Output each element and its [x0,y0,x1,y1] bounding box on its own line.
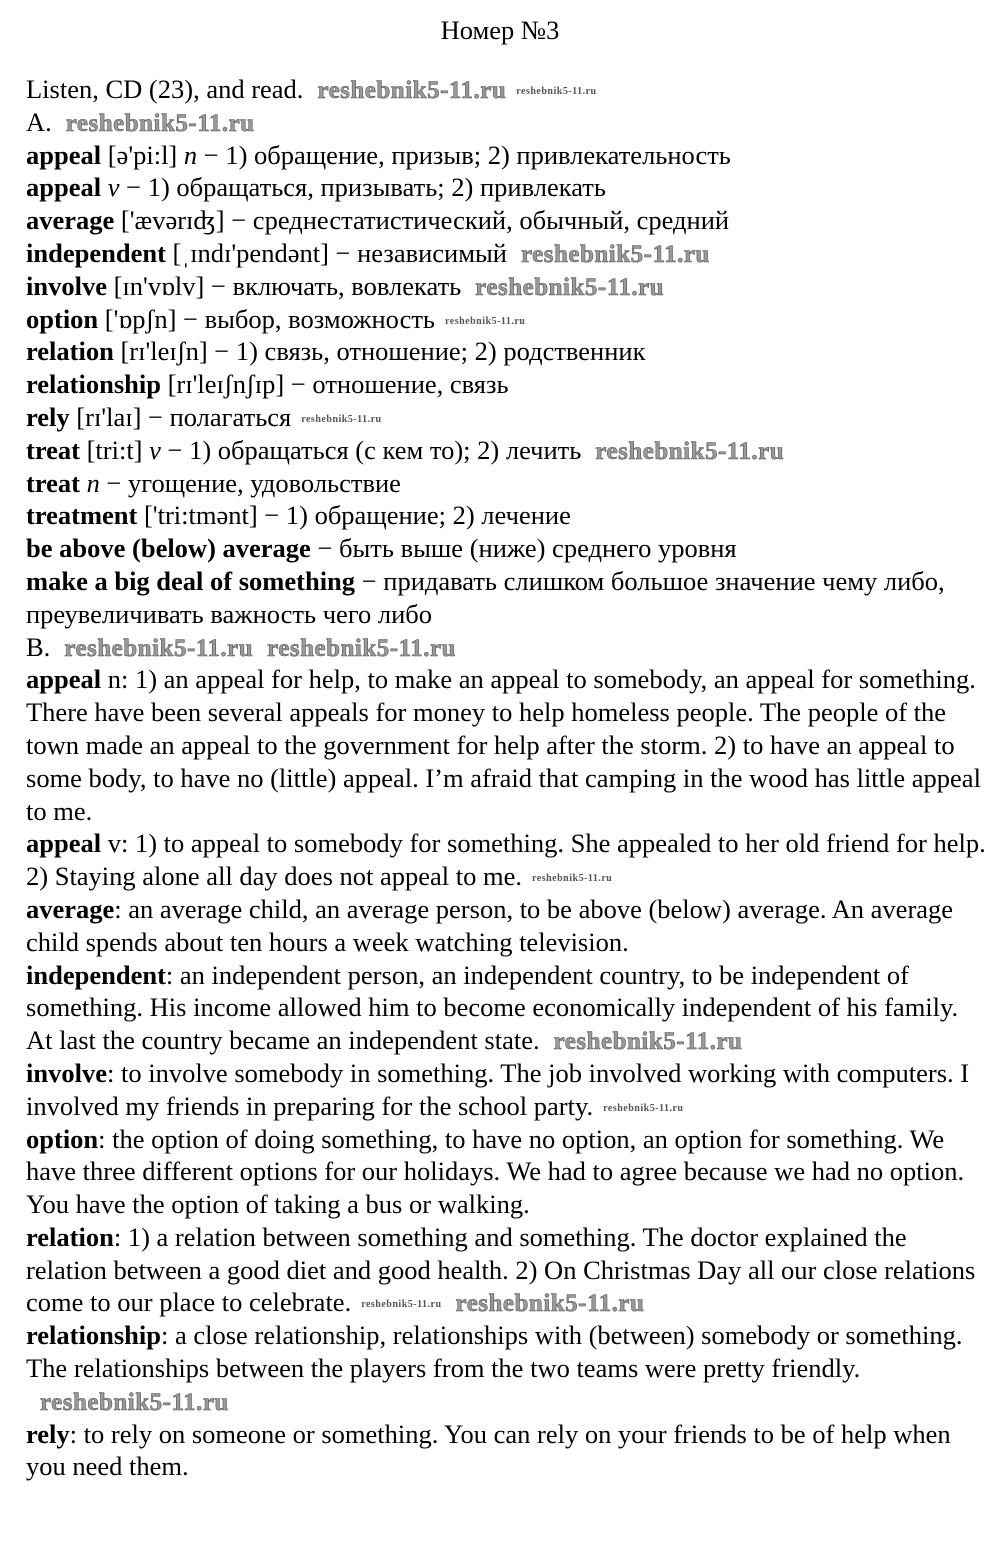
entry-transcription: [ɪn'vɒlv] [106,270,205,301]
entry-translation: − 1) связь, отношение; 2) родственник [207,336,646,367]
vocab-entry [26,335,986,368]
watermark-logo: reshebnik5-11.ru [532,873,613,885]
entry-examples: : the option of doing something, to have no option, an option for something. We have three different options for our holidays. We had to agree because we had no option. You have the option of taking a bus or walking. [26,1123,965,1220]
watermark-logo: reshebnik5-11.ru [595,437,785,465]
entry-translation: − полагаться [141,401,292,432]
watermark-logo: reshebnik5-11.ru [603,1102,684,1114]
entry-examples: : 1) a relation between something and something. The doctor explained the relation between a good diet and good health. 2) On Christmas Day all our close relations come to our place to celebrate. [26,1221,976,1318]
section-a-label-line [26,106,986,139]
watermark-logo: reshebnik5-11.ru [361,1299,442,1311]
section-b-usage [26,663,986,1483]
entry-word: involve [26,270,107,301]
usage-entry [26,1123,986,1221]
entry-translation: − придавать слишком большое значение чему либо, преувеличивать важность чего либо [26,565,945,629]
entry-word: appeal [26,139,102,170]
entry-word: average [26,205,115,236]
entry-part-of-speech: v [149,434,161,465]
watermark-logo: reshebnik5-11.ru [267,634,456,662]
entry-part-of-speech: v [107,172,120,203]
entry-translation: − включать, вовлекать [204,270,462,301]
watermark-logo: reshebnik5-11.ru [521,240,710,268]
vocab-entry [26,467,986,500]
entry-word: relation [26,336,114,367]
entry-word: make a big deal of something [26,565,356,596]
entry-translation: − угощение, удовольствие [99,467,401,498]
entry-examples: v: 1) to appeal to somebody for something. She appealed to her old friend for help. 2) Staying alone all day does not appeal to me. [26,828,986,892]
entry-word: appeal [26,172,102,203]
entry-word: rely [26,1418,70,1449]
vocab-entry [26,565,986,631]
vocab-entry [26,532,986,565]
entry-translation: − 1) обращение; 2) лечение [257,500,571,531]
entry-examples: : to involve somebody in something. The job involved working with computers. I involved my friends in preparing for the school party. [26,1057,970,1121]
entry-word: option [26,303,99,334]
entry-transcription: [rɪ'leɪʃnʃɪp] [160,369,285,400]
vocab-entry [26,303,986,336]
watermark-logo: reshebnik5-11.ru [553,1028,743,1056]
entry-transcription: [tri:t] [79,434,150,465]
entry-transcription [80,468,87,498]
entry-word: average [26,893,115,924]
usage-entry [26,893,986,959]
document-body [26,73,986,1483]
vocab-entry [26,204,986,237]
page-title: Номер №3 [440,15,560,45]
entry-examples: : a close relationship, relationships with (between) somebody or something. The relationships between the players from the two teams were pretty friendly. [26,1320,963,1384]
entry-examples: : an independent person, an independent country, to be independent of something. His income allowed him to become economically independent of his family. At last the country became an independent state. [26,959,959,1056]
entry-word: relationship [26,369,161,400]
entry-word: be above (below) average [26,533,311,564]
entry-translation: − 1) обращаться, призывать; 2) привлекать [119,172,606,203]
entry-word: relationship [26,1320,161,1351]
entry-word: treat [26,434,80,465]
entry-translation: − 1) обращение, призыв; 2) привлекательность [197,139,731,170]
entry-word: appeal [26,664,102,695]
watermark-logo: reshebnik5-11.ru [65,109,255,137]
entry-examples: : to rely on someone or something. You can rely on your friends to be of help when you need them. [26,1418,951,1482]
entry-word: independent [26,237,166,268]
section-a-label: A. [26,106,52,137]
entry-word: independent [26,959,166,990]
entry-translation: − быть выше (ниже) среднего уровня [310,533,737,564]
entry-transcription: ['ævərɪʤ] [114,205,225,236]
entry-translation: − среднестатистический, обычный, средний [224,205,730,236]
entry-word: involve [26,1057,107,1088]
entry-transcription: [rɪ'leɪʃn] [113,336,208,367]
entry-transcription: [rɪ'laɪ] [69,401,142,432]
entry-transcription: [ə'pi:l] [101,139,184,170]
entry-word: treat [26,467,80,498]
entry-word: treatment [26,500,138,531]
entry-examples: n: 1) an appeal for help, to make an appeal to somebody, an appeal for something. There have been several appeals for money to help homeless people. The people of the town made an appeal to the government for help after the storm. 2) to have an appeal to some body, to have no (little) appeal. I’m afraid that camping in the wood has little appeal to me. [26,664,981,826]
entry-transcription: ['tri:tmənt] [137,500,258,531]
entry-translation: − 1) обращаться (с кем то); 2) лечить [160,434,582,465]
watermark-logo: reshebnik5-11.ru [516,85,597,97]
vocab-entry [26,270,986,303]
section-a-vocabulary [26,139,986,631]
intro-text: Listen, CD (23), and read. [26,74,304,104]
vocab-entry [26,401,986,434]
entry-word: appeal [26,828,102,859]
section-b-label: B. [26,631,51,662]
entry-part-of-speech: n [86,467,100,498]
intro-line [26,73,986,106]
entry-transcription: [ˌɪndɪ'pendənt] [165,237,329,268]
entry-examples: : an average child, an average person, to be above (below) average. An average child spends about ten hours a week watching television. [26,893,954,957]
entry-part-of-speech: n [183,139,198,170]
watermark-logo: reshebnik5-11.ru [40,1388,229,1416]
vocab-entry [26,237,986,270]
usage-entry [26,827,986,893]
vocab-entry [26,499,986,532]
watermark-logo: reshebnik5-11.ru [64,634,254,662]
entry-translation: − независимый [328,237,507,268]
entry-word: option [26,1123,99,1154]
watermark-logo: reshebnik5-11.ru [301,413,382,425]
vocab-entry [26,434,986,467]
usage-entry [26,1319,986,1417]
section-b-label-line [26,631,986,664]
watermark-logo: reshebnik5-11.ru [445,315,526,327]
usage-entry [26,1221,986,1319]
watermark-logo: reshebnik5-11.ru [455,1290,645,1318]
usage-entry [26,959,986,1057]
entry-word: relation [26,1221,114,1252]
vocab-entry [26,139,986,172]
usage-entry [26,1057,986,1123]
usage-entry [26,1418,986,1484]
vocab-entry [26,171,986,204]
entry-word: rely [26,401,70,432]
entry-translation: − выбор, возможность [176,303,436,334]
entry-transcription: ['ɒpʃn] [98,303,177,334]
usage-entry [26,663,986,827]
entry-translation: − отношение, связь [284,369,509,400]
watermark-logo: reshebnik5-11.ru [317,77,507,104]
entry-transcription [101,172,108,202]
vocab-entry [26,368,986,401]
watermark-logo: reshebnik5-11.ru [475,273,665,301]
